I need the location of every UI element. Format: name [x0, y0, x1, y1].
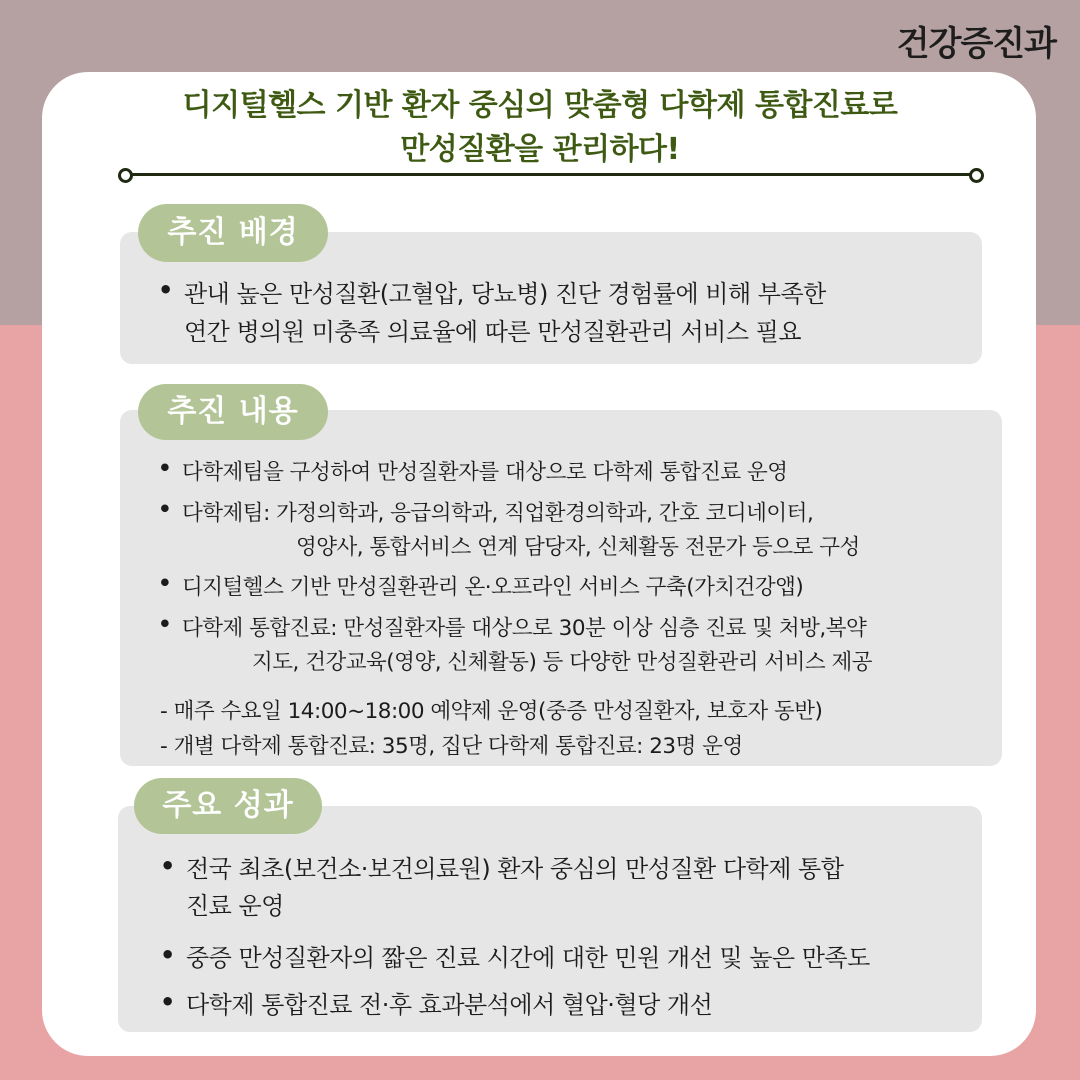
results-item-3: 다학제 통합진료 전·후 효과분석에서 혈압·혈당 개선	[186, 991, 713, 1019]
department-label: 건강증진과	[896, 24, 1056, 64]
content-item-1: 다학제팀을 구성하여 만성질환자를 대상으로 다학제 통합진료 운영	[182, 460, 788, 485]
divider-left-dot	[118, 168, 133, 183]
bullet-dot: •	[160, 988, 175, 1016]
bullet-dot: •	[158, 276, 173, 304]
title-line-2: 만성질환을 관리하다!	[400, 132, 680, 167]
divider-line	[127, 173, 975, 176]
results-item-1-line-1: 전국 최초(보건소·보건의료원) 환자 중심의 만성질환 다학제 통합	[186, 855, 844, 883]
content-item-2-line-2: 영양사, 통합서비스 연계 담당자, 신체활동 전문가 등으로 구성	[296, 535, 860, 560]
page-title	[0, 84, 1080, 172]
results-item-2: 중증 만성질환자의 짧은 진료 시간에 대한 민원 개선 및 높은 만족도	[186, 944, 870, 972]
content-item-4-line-2: 지도, 건강교육(영양, 신체활동) 등 다양한 만성질환관리 서비스 제공	[252, 650, 873, 675]
title-line-1: 디지털헬스 기반 환자 중심의 맞춤형 다학제 통합진료로	[182, 88, 898, 123]
content-item-2-line-1: 다학제팀: 가정의학과, 응급의학과, 직업환경의학과, 간호 코디네이터,	[182, 501, 814, 526]
bullet-dot: •	[158, 497, 172, 522]
background-item-1-line-1: 관내 높은 만성질환(고혈압, 당뇨병) 진단 경험률에 비해 부족한	[184, 280, 826, 308]
bullet-dot: •	[160, 941, 175, 969]
results-section-label: 주요 성과	[134, 778, 322, 834]
bullet-dot: •	[158, 571, 172, 596]
title-divider	[118, 166, 984, 184]
background-section-label: 추진 배경	[138, 204, 328, 262]
content-note-1: - 매주 수요일 14:00~18:00 예약제 운영(중증 만성질환자, 보호자 동반)	[160, 699, 823, 724]
background-item-1-line-2: 연간 병의원 미충족 의료율에 따른 만성질환관리 서비스 필요	[184, 318, 802, 346]
content-note-2: - 개별 다학제 통합진료: 35명, 집단 다학제 통합진료: 23명 운영	[160, 734, 743, 759]
bullet-dot: •	[158, 456, 172, 481]
content-item-3: 디지털헬스 기반 만성질환관리 온·오프라인 서비스 구축(가치건강앱)	[182, 575, 804, 600]
content-item-4-line-1: 다학제 통합진료: 만성질환자를 대상으로 30분 이상 심층 진료 및 처방,복약	[182, 616, 867, 641]
bullet-dot: •	[160, 852, 175, 880]
results-item-1-line-2: 진료 운영	[186, 892, 284, 920]
bullet-dot: •	[158, 612, 172, 637]
content-section-label: 추진 내용	[138, 384, 328, 440]
divider-right-dot	[969, 168, 984, 183]
